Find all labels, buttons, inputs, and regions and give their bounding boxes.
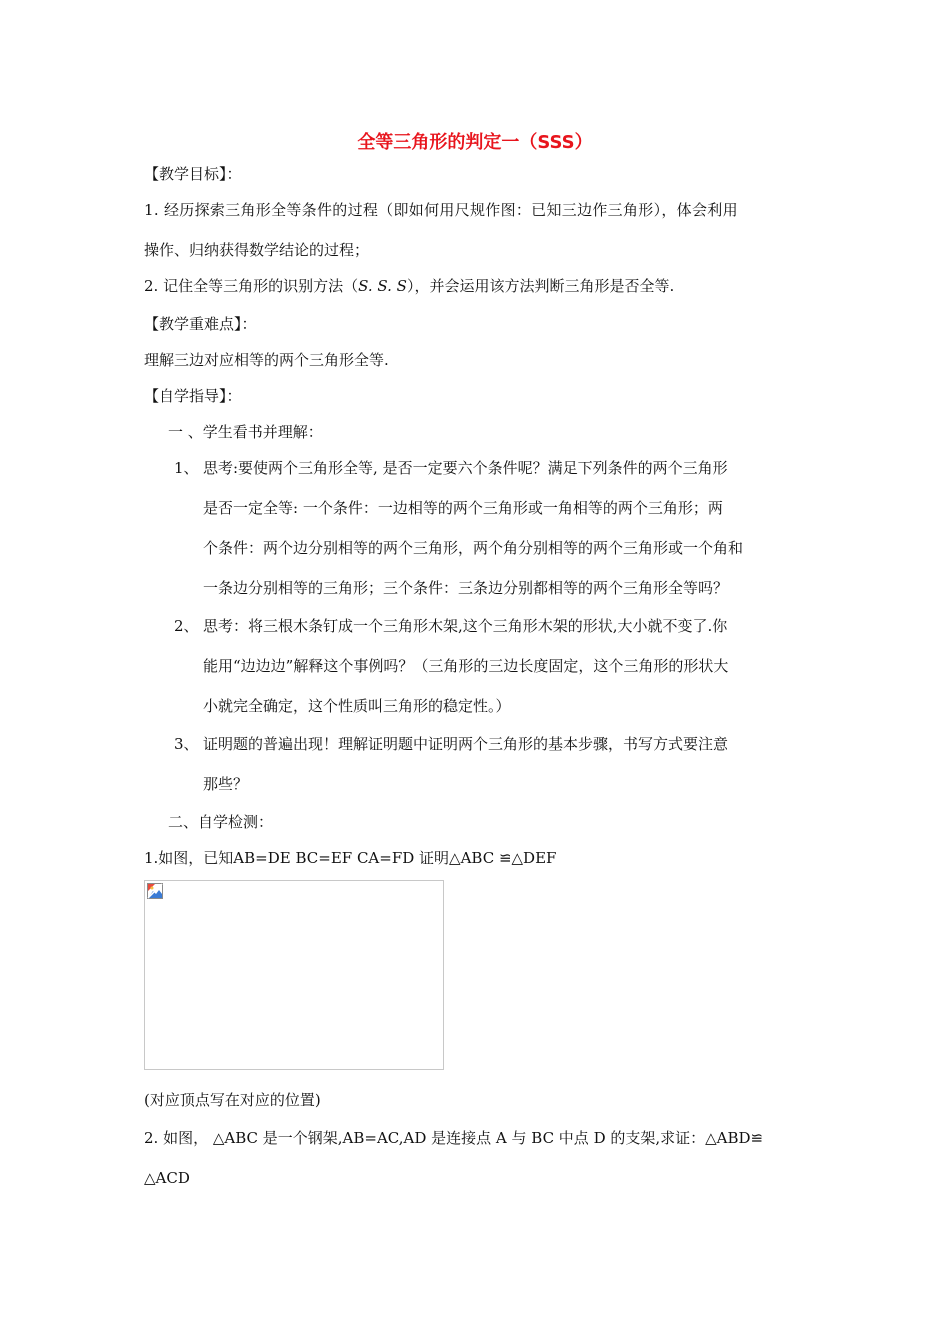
item-2-number: 2、: [174, 617, 199, 635]
section-1-heading: 一 、学生看书并理解：: [168, 423, 323, 441]
item-1-line-2: 是否一定全等: 一个条件：一边相等的两个三角形或一角相等的两个三角形；两: [203, 499, 723, 517]
objective-2-sss: S. S. S: [358, 277, 407, 295]
item-1-number: 1、: [174, 459, 199, 477]
question-1: 1.如图，已知AB=DE BC=EF CA=FD 证明△ABC ≌△DEF: [144, 849, 557, 867]
self-study-heading: 【自学指导】：: [144, 387, 242, 405]
objective-2-suffix: ），并会运用该方法判断三角形是否全等.: [406, 277, 675, 295]
broken-image-icon: [147, 883, 163, 899]
section-2-heading: 二、自学检测：: [168, 813, 274, 831]
question-2-line-2: △ACD: [144, 1169, 190, 1187]
item-1-line-4: 一条边分别相等的三角形；三个条件：三条边分别都相等的两个三角形全等吗？: [203, 579, 729, 597]
question-2-line-1: 2. 如图， △ABC 是一个钢架,AB=AC,AD 是连接点 A 与 BC 中点 D 的支架,求证：△ABD≌: [144, 1129, 764, 1147]
page-title: 全等三角形的判定一（SSS）: [357, 132, 593, 153]
item-1-line-3: 个条件：两个边分别相等的两个三角形，两个角分别相等的两个三角形或一个角和: [203, 539, 744, 557]
item-2-line-1: 思考：将三根木条钉成一个三角形木架,这个三角形木架的形状,大小就不变了.你: [203, 617, 728, 635]
image-caption: (对应顶点写在对应的位置): [144, 1091, 321, 1109]
objective-2: [144, 276, 674, 296]
item-2-line-2: 能用“边边边”解释这个事例吗？（三角形的三边长度固定，这个三角形的形状大: [203, 657, 729, 675]
objective-2-prefix: 2. 记住全等三角形的识别方法（: [144, 277, 359, 295]
objectives-heading: 【教学目标】：: [144, 165, 242, 183]
objective-1-line-2: 操作、归纳获得数学结论的过程；: [144, 241, 370, 259]
key-points-text: 理解三边对应相等的两个三角形全等.: [144, 351, 389, 369]
item-3-line-2: 那些？: [203, 775, 249, 793]
item-1-line-1: 思考:要使两个三角形全等, 是否一定要六个条件呢？满足下列条件的两个三角形: [203, 459, 728, 477]
item-3-line-1: 证明题的普遍出现！理解证明题中证明两个三角形的基本步骤，书写方式要注意: [203, 735, 729, 753]
figure-placeholder: [144, 880, 444, 1070]
item-2-line-3: 小就完全确定，这个性质叫三角形的稳定性。）: [203, 697, 511, 715]
objective-1-line-1: 1. 经历探索三角形全等条件的过程（即如何用尺规作图：已知三边作三角形），体会利用: [144, 201, 738, 219]
key-points-heading: 【教学重难点】：: [144, 315, 257, 333]
item-3-number: 3、: [174, 735, 199, 753]
